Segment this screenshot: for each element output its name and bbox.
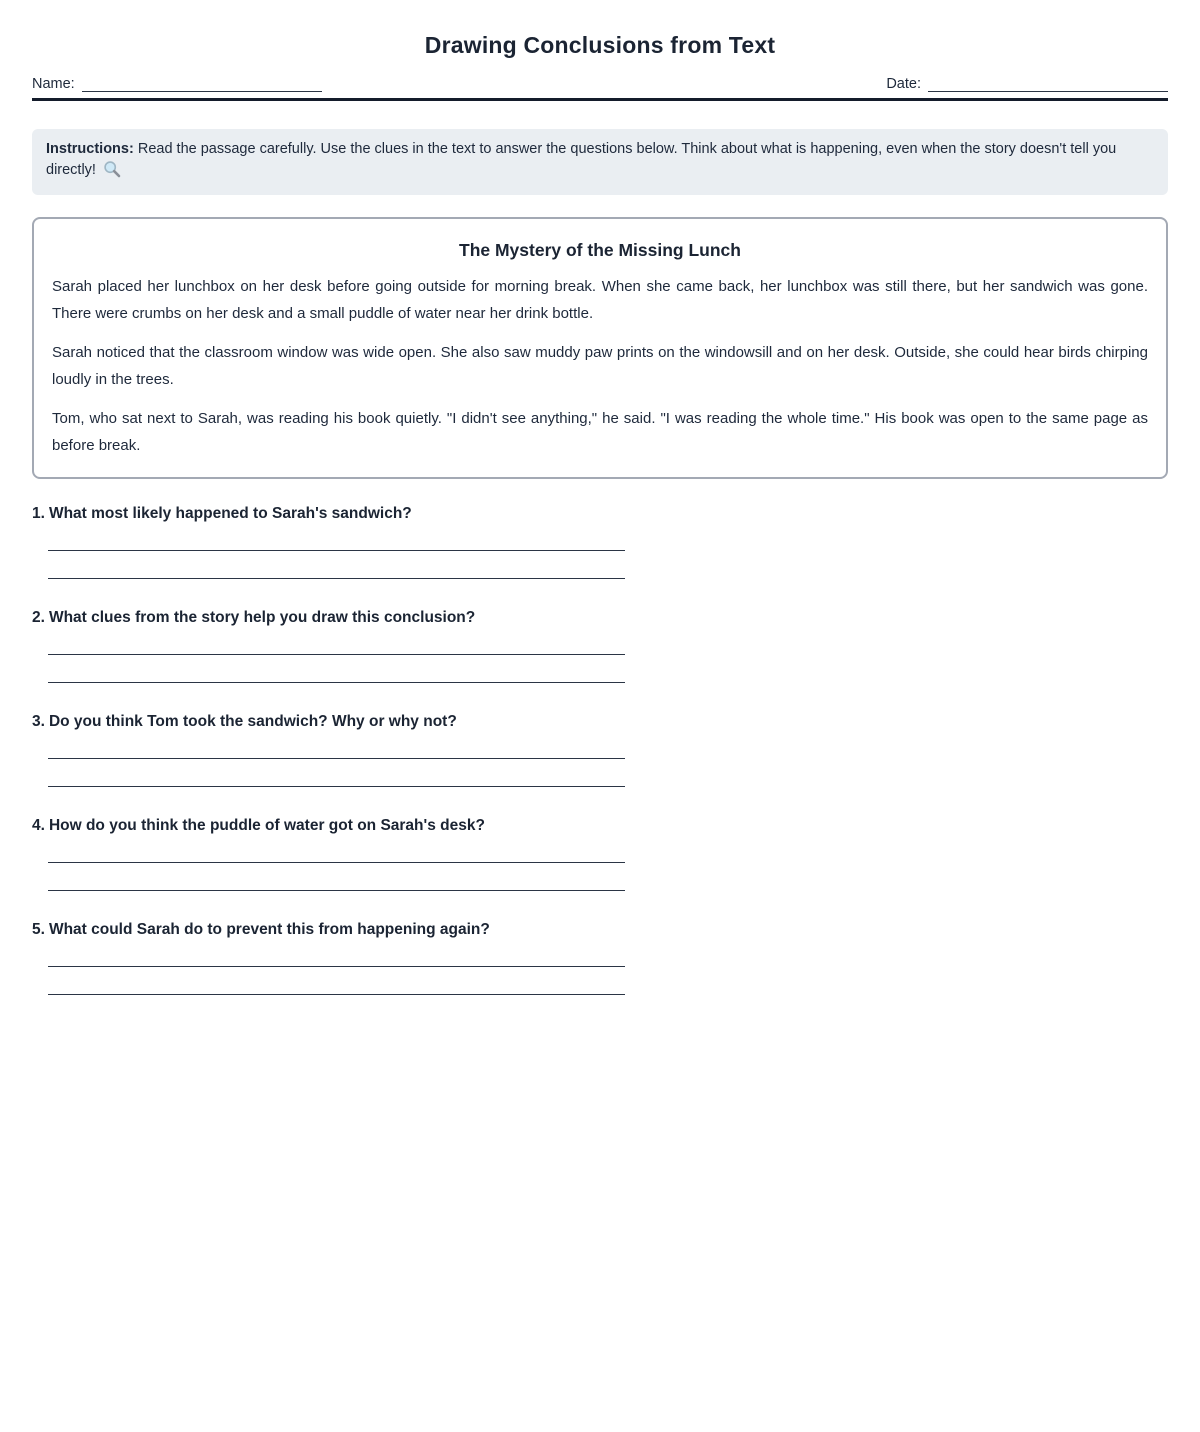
- answer-line[interactable]: [48, 967, 625, 995]
- questions-section: [32, 505, 1168, 995]
- page-title: Drawing Conclusions from Text: [424, 32, 776, 58]
- question-label: What most likely happened to Sarah's sandwich?: [48, 505, 412, 523]
- instructions-label: Instructions:: [46, 141, 134, 157]
- passage-box: [32, 217, 1168, 479]
- passage-title: The Mystery of the Missing Lunch: [459, 240, 741, 261]
- question-label: What clues from the story help you draw this conclusion?: [48, 609, 476, 627]
- worksheet-page: [0, 32, 1200, 995]
- question-label: Do you think Tom took the sandwich? Why or why not?: [48, 713, 457, 731]
- answer-line[interactable]: [48, 655, 625, 683]
- question-block-4: [32, 817, 1168, 891]
- question-text: [32, 921, 1168, 939]
- question-number: 2.: [32, 609, 45, 627]
- answer-line[interactable]: [48, 939, 625, 967]
- question-text: [32, 713, 1168, 731]
- name-date-row: [32, 76, 1168, 92]
- date-label: Date:: [886, 76, 921, 92]
- answer-line[interactable]: [48, 523, 625, 551]
- magnifier-icon: [103, 160, 121, 185]
- date-field-group: [886, 76, 1168, 92]
- question-block-5: [32, 921, 1168, 995]
- answer-line[interactable]: [48, 731, 625, 759]
- answer-line[interactable]: [48, 863, 625, 891]
- passage-paragraph: Tom, who sat next to Sarah, was reading his book quietly. "I didn't see anything," he said. "I was reading the whole time." His book was open to the same page as before break.: [52, 410, 1148, 454]
- question-text: [32, 505, 1168, 523]
- question-block-3: [32, 713, 1168, 787]
- answer-line[interactable]: [48, 835, 625, 863]
- passage-paragraph: Sarah placed her lunchbox on her desk before going outside for morning break. When she came back, her lunchbox was still there, but her sandwich was gone. There were crumbs on her desk and a small puddle of water near her drink bottle.: [52, 278, 1148, 322]
- passage-paragraph: Sarah noticed that the classroom window was wide open. She also saw muddy paw prints on the windowsill and on her desk. Outside, she could hear birds chirping loudly in the trees.: [52, 344, 1148, 388]
- question-block-1: [32, 505, 1168, 579]
- name-label: Name:: [32, 76, 75, 92]
- question-number: 3.: [32, 713, 45, 731]
- question-label: What could Sarah do to prevent this from happening again?: [48, 921, 490, 939]
- answer-line[interactable]: [48, 551, 625, 579]
- question-number: 4.: [32, 817, 45, 835]
- question-block-2: [32, 609, 1168, 683]
- instructions-text: Read the passage carefully. Use the clues in the text to answer the questions below. Think about what is happening, even when the story doesn't tell you directly!: [46, 141, 1117, 178]
- header-divider: [32, 98, 1168, 101]
- date-line[interactable]: [928, 76, 1168, 92]
- instructions-box: [32, 129, 1168, 195]
- question-label: How do you think the puddle of water got on Sarah's desk?: [48, 817, 485, 835]
- question-text: [32, 609, 1168, 627]
- question-number: 1.: [32, 505, 45, 523]
- answer-line[interactable]: [48, 759, 625, 787]
- name-line[interactable]: [82, 76, 322, 92]
- question-text: [32, 817, 1168, 835]
- answer-line[interactable]: [48, 627, 625, 655]
- name-field-group: [32, 76, 322, 92]
- question-number: 5.: [32, 921, 45, 939]
